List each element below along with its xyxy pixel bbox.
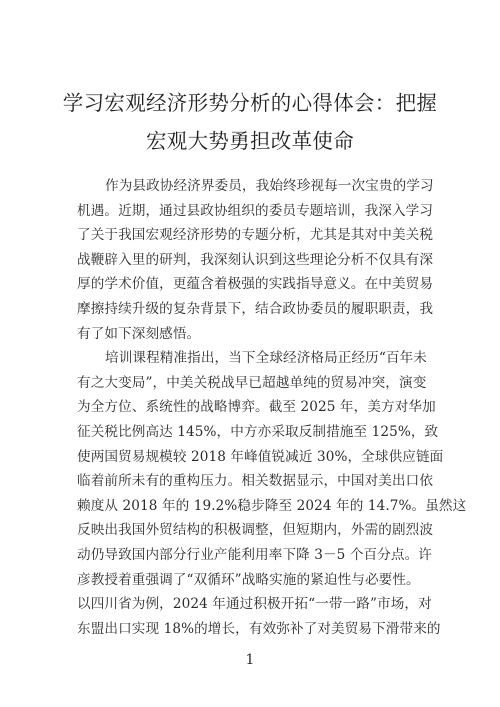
paragraph-line: 反映出我国外贸结构的积极调整，但短期内，外需的剧烈波	[77, 522, 434, 539]
paragraph-line: 战鞭辟入里的研判，我深刻认识到这些理论分析不仅具有深	[77, 251, 434, 268]
paragraph-line: 作为县政协经济界委员，我始终珍视每一次宝贵的学习	[105, 178, 434, 194]
paragraph-line: 动仍导致国内部分行业产能利用率下降 3－5 个百分点。许	[77, 546, 432, 563]
paragraph-line: 使两国贸易规模较 2018 年峰值锐减近 30%，全球供应链面	[77, 448, 444, 465]
document-title-line-2: 宏观大势勇担改革使命	[146, 129, 354, 153]
paragraph-line: 赖度从 2018 年的 19.2%稳步降至 2024 年的 14.7%。虽然这	[77, 497, 467, 514]
paragraph-line: 摩擦持续升级的复杂背景下，结合政协委员的履职职责，我	[77, 300, 434, 317]
paragraph-line: 有之大变局”，中美关税战早已超越单纯的贸易冲突，演变	[77, 374, 427, 391]
paragraph-line: 以四川省为例，2024 年通过积极开拓“一带一路”市场，对	[77, 596, 432, 613]
document-body	[77, 174, 467, 641]
paragraph-line: 彦教授着重强调了“双循环”战略实施的紧迫性与必要性。	[77, 571, 420, 588]
document-title-line-1: 学习宏观经济形势分析的心得体会：把握	[62, 91, 438, 115]
paragraph-line: 了关于我国宏观经济形势的专题分析，尤其是其对中美关税	[77, 227, 434, 244]
paragraph-line: 临着前所未有的重构压力。相关数据显示，中国对美出口依	[77, 473, 434, 490]
paragraph-line: 东盟出口实现 18%的增长，有效弥补了对美贸易下滑带来的	[77, 620, 441, 637]
paragraph-line: 厚的学术价值，更蕴含着极强的实践指导意义。在中美贸易	[77, 276, 434, 293]
paragraph-line: 机遇。近期，通过县政协组织的委员专题培训，我深入学习	[77, 202, 434, 219]
paragraph-line: 征关税比例高达 145%，中方亦采取反制措施至 125%，致	[77, 423, 439, 440]
paragraph-line: 培训课程精准指出，当下全球经济格局正经历“百年未	[105, 350, 428, 367]
paragraph-line: 有了如下深刻感悟。	[77, 325, 201, 342]
page-number: 1	[245, 652, 255, 668]
paragraph-line: 为全方位、系统性的战略博弈。截至 2025 年，美方对华加	[77, 399, 436, 416]
